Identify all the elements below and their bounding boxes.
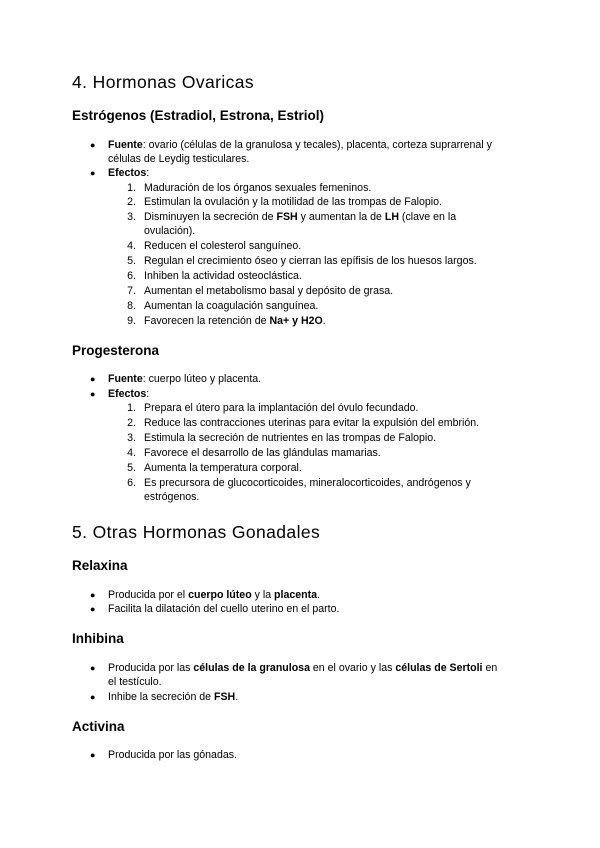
list-number: 1.	[127, 182, 136, 194]
list-number: 5.	[127, 255, 136, 267]
list-item: Prepara el útero para la implantación del óvulo fecundado.	[144, 402, 419, 414]
list-number: 4.	[127, 240, 136, 252]
heading-activina: Activina	[72, 719, 125, 734]
list-item: Aumentan el metabolismo basal y depósito de grasa.	[144, 285, 394, 297]
list-item: Estimulan la ovulación y la motilidad de las trompas de Falopio.	[144, 196, 442, 208]
list-item: Maduración de los órganos sexuales femeninos.	[144, 182, 372, 194]
inhibina-bullet-1-cont: el testículo.	[108, 676, 162, 688]
list-item: Aumentan la coagulación sanguínea.	[144, 300, 319, 312]
heading-inhibina: Inhibina	[72, 631, 124, 646]
list-number: 8.	[127, 300, 136, 312]
relaxina-bullet-2: Facilita la dilatación del cuello uterino en el parto.	[108, 603, 340, 615]
list-item: Es precursora de glucocorticoides, mineralocorticoides, andrógenos y	[144, 477, 471, 489]
bullet-icon: ●	[90, 389, 96, 399]
section-title-otras-hormonas: 5. Otras Hormonas Gonadales	[72, 522, 321, 542]
bullet-icon: ●	[90, 750, 96, 760]
list-item: Regulan el crecimiento óseo y cierran las epífisis de los huesos largos.	[144, 255, 477, 267]
heading-progesterona: Progesterona	[72, 343, 160, 358]
bullet-icon: ●	[90, 604, 96, 614]
heading-estrogenos: Estrógenos (Estradiol, Estrona, Estriol)	[72, 108, 325, 123]
estrogenos-efectos-label: Efectos:	[108, 167, 150, 179]
list-number: 6.	[127, 270, 136, 282]
list-item: Inhiben la actividad osteoclástica.	[144, 270, 302, 282]
relaxina-bullet-1: Producida por el cuerpo lúteo y la placenta.	[108, 589, 320, 601]
list-number: 6.	[127, 477, 136, 489]
list-number: 7.	[127, 285, 136, 297]
bullet-icon: ●	[90, 168, 96, 178]
list-item-cont: estrógenos.	[144, 491, 200, 503]
estrogenos-fuente-cont: células de Leydig testiculares.	[108, 153, 250, 165]
list-number: 2.	[127, 417, 136, 429]
list-item: Estimula la secreción de nutrientes en las trompas de Falopio.	[144, 432, 437, 444]
bullet-icon: ●	[90, 374, 96, 384]
inhibina-bullet-1: Producida por las células de la granulosa en el ovario y las células de Sertoli en	[108, 662, 498, 674]
estrogenos-fuente: Fuente: ovario (células de la granulosa y tecales), placenta, corteza suprarrenal y	[108, 139, 492, 151]
list-item: Disminuyen la secreción de FSH y aumentan la de LH (clave en la	[144, 211, 457, 223]
list-item: Reducen el colesterol sanguíneo.	[144, 240, 302, 252]
list-item: Favorece el desarrollo de las glándulas mamarias.	[144, 447, 381, 459]
bullet-icon: ●	[90, 692, 96, 702]
list-item: Aumenta la temperatura corporal.	[144, 462, 302, 474]
list-item-cont: ovulación).	[144, 225, 196, 237]
section-title-hormonas-ovaricas: 4. Hormonas Ovaricas	[72, 72, 255, 92]
list-number: 4.	[127, 447, 136, 459]
inhibina-bullet-2: Inhibe la secreción de FSH.	[108, 691, 239, 703]
list-number: 5.	[127, 462, 136, 474]
progesterona-fuente: Fuente: cuerpo lúteo y placenta.	[108, 373, 262, 385]
activina-bullet-1: Producida por las gónadas.	[108, 749, 237, 761]
list-number: 3.	[127, 432, 136, 444]
list-number: 9.	[127, 315, 136, 327]
list-number: 3.	[127, 211, 136, 223]
bullet-icon: ●	[90, 663, 96, 673]
bullet-icon: ●	[90, 140, 96, 150]
progesterona-efectos-label: Efectos:	[108, 388, 150, 400]
list-item: Reduce las contracciones uterinas para evitar la expulsión del embrión.	[144, 417, 480, 429]
list-item: Favorecen la retención de Na+ y H2O.	[144, 315, 326, 327]
bullet-icon: ●	[90, 590, 96, 600]
heading-relaxina: Relaxina	[72, 558, 128, 573]
list-number: 1.	[127, 402, 136, 414]
list-number: 2.	[127, 196, 136, 208]
